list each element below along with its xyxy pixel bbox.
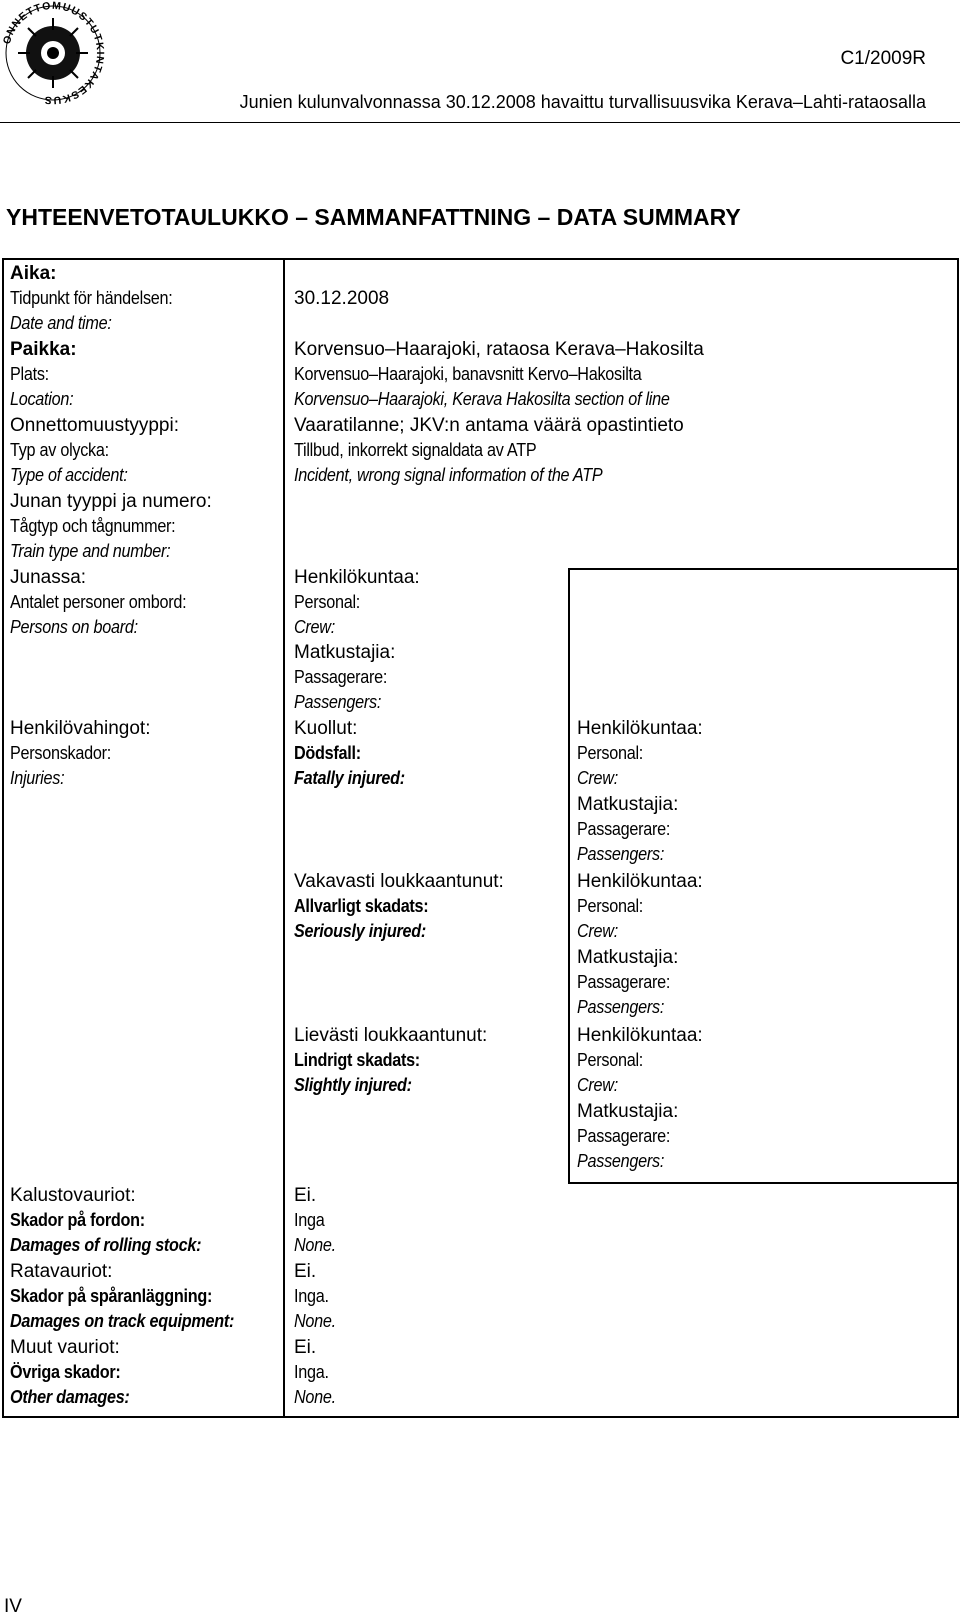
label-onboard-sv: Antalet personer ombord: bbox=[10, 592, 187, 612]
label-time-en: Date and time: bbox=[10, 313, 112, 333]
fatal-en: Fatally injured: bbox=[294, 768, 405, 788]
slight-crew-fi: Henkilökuntaa: bbox=[577, 1025, 703, 1046]
label-train-en: Train type and number: bbox=[10, 541, 171, 561]
label-rolling-sv: Skador på fordon: bbox=[10, 1210, 145, 1230]
serious-crew-fi: Henkilökuntaa: bbox=[577, 871, 703, 892]
onboard-passengers-fi: Matkustajia: bbox=[294, 642, 396, 663]
serious-crew-sv: Personal: bbox=[577, 896, 644, 916]
label-injuries-sv: Personskador: bbox=[10, 743, 111, 763]
value-time: 30.12.2008 bbox=[294, 288, 390, 309]
serious-crew-en: Crew: bbox=[577, 921, 618, 941]
onboard-crew-en: Crew: bbox=[294, 617, 335, 637]
value-type-en: Incident, wrong signal information of the ATP bbox=[294, 465, 603, 485]
label-other-en: Other damages: bbox=[10, 1387, 130, 1407]
slight-crew-en: Crew: bbox=[577, 1075, 618, 1095]
page-number: IV bbox=[4, 1596, 22, 1617]
label-other-fi: Muut vauriot: bbox=[10, 1337, 120, 1358]
serious-en: Seriously injured: bbox=[294, 921, 426, 941]
summary-heading: YHTEENVETOTAULUKKO – SAMMANFATTNING – DATA SUMMARY bbox=[6, 204, 741, 230]
label-track-sv: Skador på spåranläggning: bbox=[10, 1286, 213, 1306]
label-rolling-en: Damages of rolling stock: bbox=[10, 1235, 202, 1255]
label-injuries-fi: Henkilövahingot: bbox=[10, 718, 151, 739]
serious-passengers-sv: Passagerare: bbox=[577, 972, 671, 992]
label-place-fi: Paikka: bbox=[10, 339, 77, 360]
document-code: C1/2009R bbox=[840, 48, 926, 69]
slight-fi: Lievästi loukkaantunut: bbox=[294, 1025, 488, 1046]
label-type-sv: Typ av olycka: bbox=[10, 440, 109, 460]
serious-sv: Allvarligt skadats: bbox=[294, 896, 429, 916]
onboard-crew-fi: Henkilökuntaa: bbox=[294, 567, 420, 588]
value-type-fi: Vaaratilanne; JKV:n antama väärä opastintieto bbox=[294, 415, 684, 436]
slight-crew-sv: Personal: bbox=[577, 1050, 644, 1070]
onboard-passengers-sv: Passagerare: bbox=[294, 667, 388, 687]
label-train-fi: Junan tyyppi ja numero: bbox=[10, 491, 212, 512]
value-other-en: None. bbox=[294, 1387, 336, 1407]
slight-passengers-sv: Passagerare: bbox=[577, 1126, 671, 1146]
slight-passengers-en: Passengers: bbox=[577, 1151, 665, 1171]
slight-en: Slightly injured: bbox=[294, 1075, 412, 1095]
label-time-fi: Aika: bbox=[10, 263, 57, 284]
value-rolling-fi: Ei. bbox=[294, 1185, 317, 1206]
header-divider bbox=[0, 122, 960, 123]
value-track-sv: Inga. bbox=[294, 1286, 329, 1306]
serious-fi: Vakavasti loukkaantunut: bbox=[294, 871, 504, 892]
label-other-sv: Övriga skador: bbox=[10, 1362, 121, 1382]
svg-text:ONNETTOMUUSTUTKINTAKESKUS: ONNETTOMUUSTUTKINTAKESKUS bbox=[0, 0, 106, 106]
report-title: Junien kulunvalvonnassa 30.12.2008 havaittu turvallisuusvika Kerava–Lahti-rataosalla bbox=[239, 92, 926, 112]
value-place-en: Korvensuo–Haarajoki, Kerava Hakosilta section of line bbox=[294, 389, 670, 409]
label-rolling-fi: Kalustovauriot: bbox=[10, 1185, 136, 1206]
label-time-sv: Tidpunkt för händelsen: bbox=[10, 288, 173, 308]
table-column-divider bbox=[283, 258, 285, 1418]
onboard-crew-sv: Personal: bbox=[294, 592, 361, 612]
fatal-fi: Kuollut: bbox=[294, 718, 358, 739]
label-track-fi: Ratavauriot: bbox=[10, 1261, 113, 1282]
fatal-crew-en: Crew: bbox=[577, 768, 618, 788]
value-type-sv: Tillbud, inkorrekt signaldata av ATP bbox=[294, 440, 537, 460]
organization-seal-logo bbox=[0, 0, 106, 106]
value-place-sv: Korvensuo–Haarajoki, banavsnitt Kervo–Hakosilta bbox=[294, 364, 642, 384]
onboard-passengers-en: Passengers: bbox=[294, 692, 382, 712]
fatal-passengers-fi: Matkustajia: bbox=[577, 794, 679, 815]
table-column-divider bbox=[568, 568, 570, 1184]
label-track-en: Damages on track equipment: bbox=[10, 1311, 235, 1331]
fatal-crew-fi: Henkilökuntaa: bbox=[577, 718, 703, 739]
slight-sv: Lindrigt skadats: bbox=[294, 1050, 420, 1070]
label-type-en: Type of accident: bbox=[10, 465, 128, 485]
label-injuries-en: Injuries: bbox=[10, 768, 65, 788]
value-other-fi: Ei. bbox=[294, 1337, 317, 1358]
label-place-sv: Plats: bbox=[10, 364, 49, 384]
table-row-divider bbox=[568, 1182, 959, 1184]
fatal-crew-sv: Personal: bbox=[577, 743, 644, 763]
label-onboard-fi: Junassa: bbox=[10, 567, 87, 588]
value-track-en: None. bbox=[294, 1311, 336, 1331]
value-place-fi: Korvensuo–Haarajoki, rataosa Kerava–Hakosilta bbox=[294, 339, 704, 360]
label-onboard-en: Persons on board: bbox=[10, 617, 138, 637]
table-row-divider bbox=[568, 568, 959, 570]
slight-passengers-fi: Matkustajia: bbox=[577, 1101, 679, 1122]
label-type-fi: Onnettomuustyyppi: bbox=[10, 415, 179, 436]
value-rolling-en: None. bbox=[294, 1235, 336, 1255]
serious-passengers-fi: Matkustajia: bbox=[577, 947, 679, 968]
label-place-en: Location: bbox=[10, 389, 74, 409]
label-train-sv: Tågtyp och tågnummer: bbox=[10, 516, 176, 536]
value-rolling-sv: Inga bbox=[294, 1210, 325, 1230]
serious-passengers-en: Passengers: bbox=[577, 997, 665, 1017]
value-track-fi: Ei. bbox=[294, 1261, 317, 1282]
fatal-passengers-en: Passengers: bbox=[577, 844, 665, 864]
value-other-sv: Inga. bbox=[294, 1362, 329, 1382]
fatal-sv: Dödsfall: bbox=[294, 743, 361, 763]
fatal-passengers-sv: Passagerare: bbox=[577, 819, 671, 839]
